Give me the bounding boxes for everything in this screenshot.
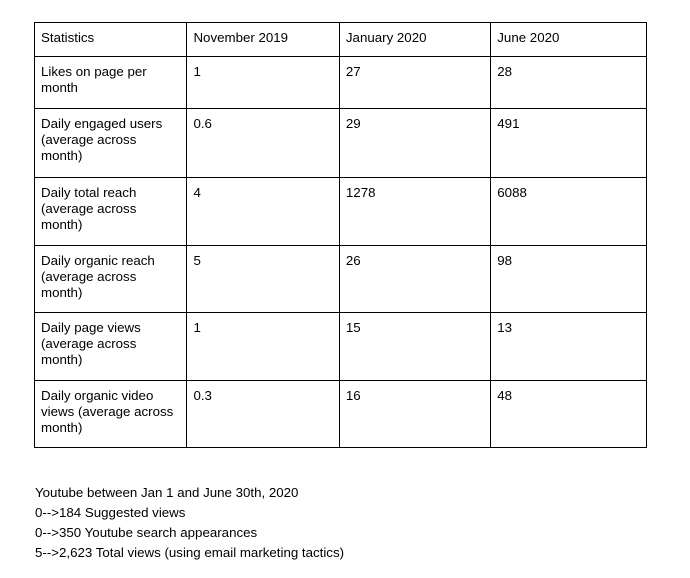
table-row (35, 246, 647, 313)
cell-value: 26 (339, 246, 490, 313)
cell-value: 4 (187, 178, 339, 246)
table-row (35, 57, 647, 109)
table-header-row (35, 23, 647, 57)
cell-value: 98 (491, 246, 647, 313)
note-line: Youtube between Jan 1 and June 30th, 2020 (35, 485, 299, 500)
cell-value: 1278 (339, 178, 490, 246)
cell-value: 27 (339, 57, 490, 109)
header-november-2019: November 2019 (187, 23, 339, 57)
note-line: 0-->184 Suggested views (35, 505, 186, 520)
cell-value: 28 (491, 57, 647, 109)
cell-value: 0.3 (187, 381, 339, 448)
cell-value: 491 (491, 109, 647, 178)
row-label: Daily total reach (average across month) (35, 178, 187, 246)
cell-value: 48 (491, 381, 647, 448)
cell-value: 1 (187, 313, 339, 381)
cell-value: 13 (491, 313, 647, 381)
note-line: 5-->2,623 Total views (using email marketing tactics) (35, 545, 345, 560)
statistics-table (34, 22, 647, 448)
header-statistics: Statistics (35, 23, 187, 57)
row-label: Daily organic video views (average across month) (35, 381, 187, 448)
cell-value: 0.6 (187, 109, 339, 178)
table-row (35, 109, 647, 178)
youtube-notes (35, 483, 344, 563)
cell-value: 1 (187, 57, 339, 109)
table-row (35, 313, 647, 381)
header-june-2020: June 2020 (491, 23, 647, 57)
row-label: Daily organic reach (average across month) (35, 246, 187, 313)
cell-value: 6088 (491, 178, 647, 246)
cell-value: 5 (187, 246, 339, 313)
row-label: Likes on page per month (35, 57, 187, 109)
cell-value: 29 (339, 109, 490, 178)
table-row (35, 178, 647, 246)
table-row (35, 381, 647, 448)
cell-value: 15 (339, 313, 490, 381)
note-line: 0-->350 Youtube search appearances (35, 525, 258, 540)
row-label: Daily engaged users (average across month) (35, 109, 187, 178)
header-january-2020: January 2020 (339, 23, 490, 57)
cell-value: 16 (339, 381, 490, 448)
row-label: Daily page views (average across month) (35, 313, 187, 381)
